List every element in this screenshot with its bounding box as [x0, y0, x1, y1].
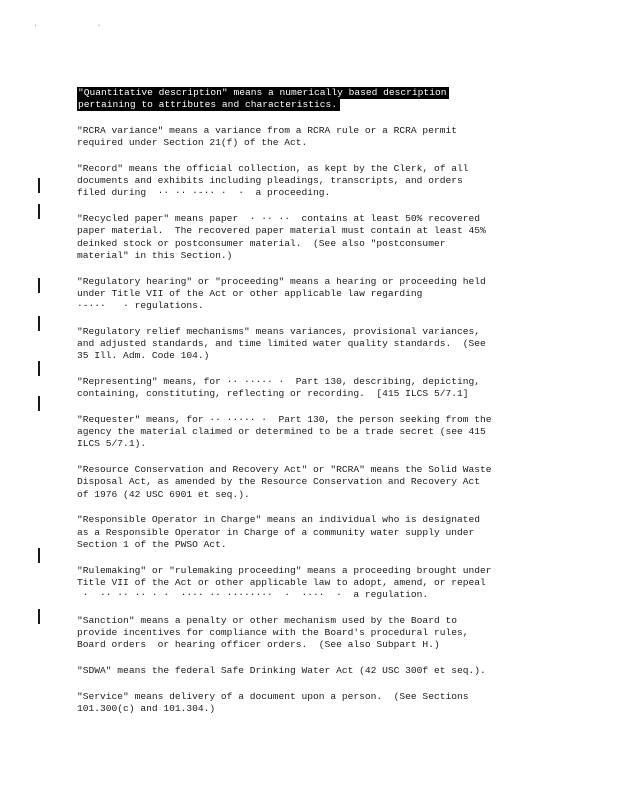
definitions-list — [77, 87, 545, 729]
definition-line: Disposal Act, as amended by the Resource Conservation and Recovery Act — [77, 476, 481, 488]
definition-line: "Resource Conservation and Recovery Act" or "RCRA" means the Solid Waste — [77, 464, 492, 476]
definition-paragraph — [77, 87, 545, 111]
definition-line: and adjusted standards, and time limited water quality standards. (See — [77, 338, 486, 350]
revision-bar — [38, 178, 40, 193]
definition-line: "RCRA variance" means a variance from a RCRA rule or a RCRA permit — [77, 125, 457, 136]
definition-line: provide incentives for compliance with the Board's procedural rules, — [77, 627, 469, 639]
definition-paragraph — [77, 565, 545, 602]
definition-paragraph — [77, 615, 545, 652]
definition-paragraph — [77, 276, 545, 313]
definition-line: filed during ·· ·· ·-·· · · a proceeding. — [77, 187, 331, 199]
definition-line: "Rulemaking" or "rulemaking proceeding" means a proceeding brought under — [77, 564, 492, 576]
definition-line: "Sanction" means a penalty or other mechanism used by the Board to — [77, 614, 457, 626]
definition-line: 101.300(c) and 101.304.) — [77, 703, 216, 715]
revision-bar — [38, 609, 40, 624]
definition-paragraph — [77, 376, 545, 400]
definition-line: "Regulatory relief mechanisms" means variances, provisional variances, — [77, 325, 481, 337]
definition-line — [77, 99, 545, 111]
revision-bar — [38, 316, 40, 331]
definition-line: "Recycled paper" means paper · ·· ·· contains at least 50% recovered — [77, 213, 481, 225]
definition-paragraph — [77, 691, 545, 715]
revision-bar — [38, 278, 40, 293]
definition-line: paper material. The recovered paper material must contain at least 45% — [77, 225, 486, 237]
definition-line: of 1976 (42 USC 6901 et seq.). — [77, 488, 250, 500]
definition-line: ·-··· · regulations. — [77, 300, 204, 312]
definition-paragraph — [77, 414, 545, 451]
definition-line: "Responsible Operator in Charge" means an individual who is designated — [77, 514, 481, 526]
definition-line: ILCS 5/7.1). — [77, 438, 147, 450]
definition-paragraph — [77, 464, 545, 501]
corner-scan-specks: ' ' — [34, 24, 129, 31]
definition-line: containing, constituting, reflecting or recording. [415 ILCS 5/7.1] — [77, 388, 469, 400]
definition-paragraph — [77, 326, 545, 363]
definition-line: "Service" means delivery of a document upon a person. (See Sections — [77, 690, 469, 702]
definition-line: · ·· ·· ·· · · ···· ·· ········ · ···· · a regulation. — [77, 589, 429, 601]
definition-line — [77, 87, 545, 99]
revision-bar — [38, 361, 40, 376]
definition-line: 35 Ill. Adm. Code 104.) — [77, 350, 210, 362]
definition-line: agency the material claimed or determined to be a trade secret (see 415 — [77, 426, 486, 438]
definition-paragraph — [77, 125, 545, 149]
definition-line: "SDWA" means the federal Safe Drinking Water Act (42 USC 300f et seq.). — [77, 665, 486, 677]
definition-line: "Record" means the official collection, as kept by the Clerk, of all — [77, 163, 469, 174]
definition-paragraph — [77, 665, 545, 677]
definition-line: required under Section 21(f) of the Act. — [77, 137, 308, 149]
definition-line: under Title VII of the Act or other applicable law regarding — [77, 287, 423, 299]
definition-line: "Representing" means, for ·· ····· · Part 130, describing, depicting, — [77, 376, 481, 388]
definition-line: Section 1 of the PWSO Act. — [77, 538, 227, 550]
definition-line: "Regulatory hearing" or "proceeding" means a hearing or proceeding held — [77, 275, 486, 287]
revision-bar — [38, 548, 40, 563]
definition-paragraph — [77, 163, 545, 200]
revision-bar — [38, 204, 40, 219]
definition-paragraph — [77, 213, 545, 262]
definition-line: Title VII of the Act or other applicable law to adopt, amend, or repeal — [77, 576, 486, 588]
definition-line: deinked stock or postconsumer material. (See also "postconsumer — [77, 237, 446, 249]
definition-line: "Requester" means, for ·· ····· · Part 130, the person seeking from the — [77, 414, 492, 426]
definition-line: as a Responsible Operator in Charge of a community water supply under — [77, 526, 475, 538]
definition-line: documents and exhibits including pleadings, transcripts, and orders — [77, 175, 463, 187]
definition-paragraph — [77, 514, 545, 551]
highlighted-text: "Quantitative description" means a numerically based description — [77, 87, 449, 99]
highlighted-text: pertaining to attributes and characteristics. — [77, 99, 340, 111]
definition-line: Board orders or hearing officer orders. (See also Subpart H.) — [77, 639, 440, 651]
definition-line: material" in this Section.) — [77, 249, 233, 261]
revision-bar — [38, 396, 40, 411]
